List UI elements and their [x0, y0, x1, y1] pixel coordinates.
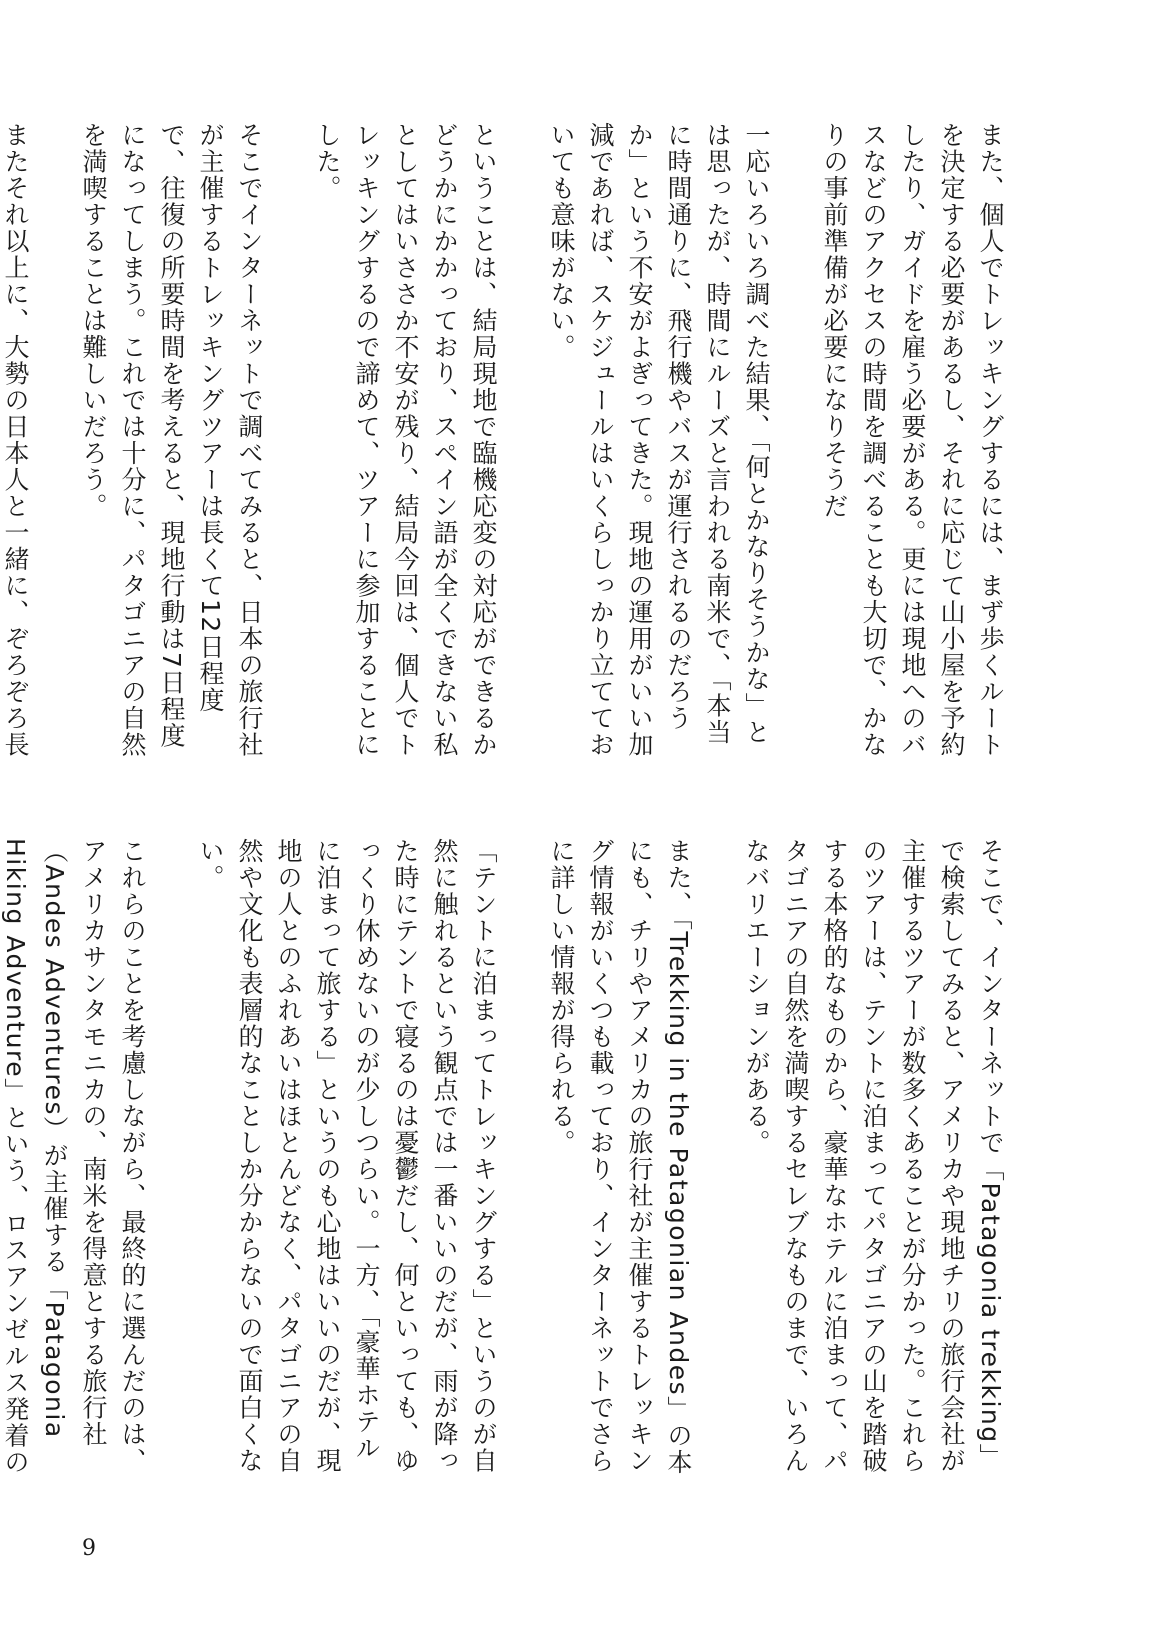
paragraph: また、個人でトレッキングするには、まず歩くルートを決定する必要があるし、それに応じて山小屋を予約したり、ガイドを雇う必要がある。更には現地へのバスなどのアクセスの時間を調べることも大切で、かなりの事前準備が必要になりそうだ: [820, 122, 1005, 758]
paragraph: 「テントに泊まってトレッキングする」というのが自然に触れるという観点では一番いいのだが、雨が降った時にテントで寝るのは憂鬱だし、何といっても、ゆっくり休めないのが少しつらい。一方、「豪華ホテルに泊まって旅する」というのも心地はいいのだが、現地の人とのふれあいはほとんどなく、パタゴニアの自然や文化も表層的なことしか分からないので面白くない。: [196, 838, 498, 1474]
paragraph: そこでインターネットで調べてみると、日本の旅行社が主催するトレッキングツアーは長くて12日程度で、往復の所要時間を考えると、現地行動は7日程度になってしまう。これでは十分に、パタゴニアの自然を満喫することは難しいだろう。: [79, 122, 264, 758]
paragraph: また、「Trekking in the Patagonian Andes」の本にも、チリやアメリカの旅行社が主催するトレッキング情報がいくつも載っており、インターネットでさらに詳しい情報が得られる。: [547, 838, 693, 1476]
page-number: 9: [82, 1536, 96, 1561]
paragraph: 一応いろいろ調べた結果、「何とかなりそうかな」とは思ったが、時間にルーズと言われる南米で、「本当に時間通りに、飛行機やバスが運行されるのだろうか」という不安がよぎってきた。現地の運用がいい加減であれば、スケジュールはいくらしっかり立てておいても意味がない。: [547, 122, 771, 758]
paragraph: これらのことを考慮しながら、最終的に選んだのは、アメリカサンタモニカの、南米を得意とする旅行社（Andes Adventures）が主催する「Patagonia Hiking Adventure」という、ロスアンゼルス発着の: [1, 838, 147, 1476]
paragraph: またそれ以上に、大勢の日本人と一緒に、ぞろぞろ長: [1, 122, 30, 758]
top-text-block: [1, 122, 1010, 762]
bottom-text-block: [1, 838, 1010, 1478]
paragraph: ということは、結局現地で臨機応変の対応ができるかどうかにかかっており、スペイン語が全くできない私としてはいささか不安が残り、結局今回は、個人でトレッキングするので諦めて、ツアーに参加することにした。: [313, 122, 498, 758]
paragraph: そこで、インターネットで「Patagonia trekking」で検索してみると、アメリカや現地チリの旅行会社が主催するツアーが数多くあることが分かった。これらのツアーは、テントに泊まってパタゴニアの山を踏破する本格的なものから、豪華なホテルに泊まって、パタゴニアの自然を満喫するセレブなものまで、いろんなバリエーションがある。: [742, 838, 1005, 1474]
